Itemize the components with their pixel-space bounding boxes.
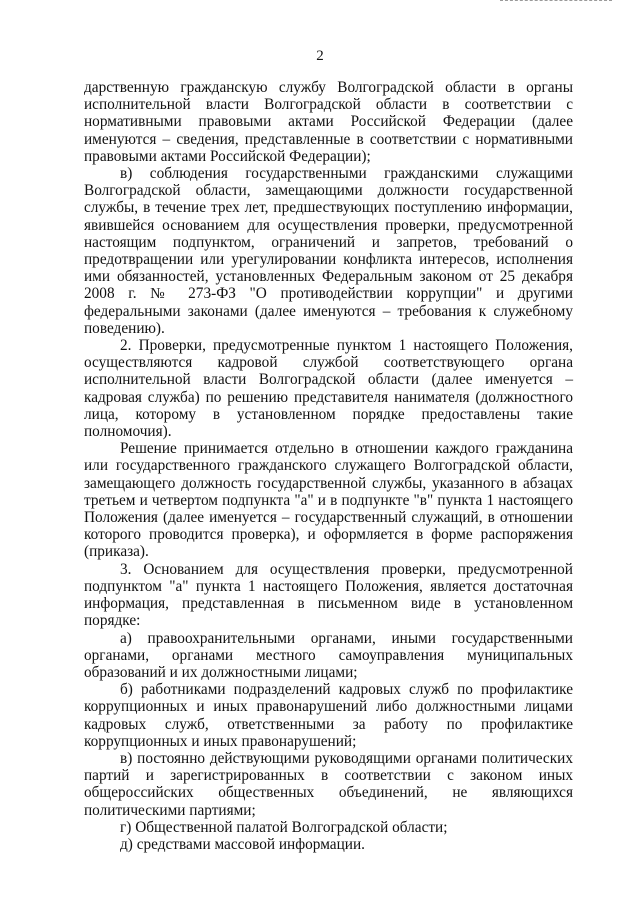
paragraph-point-2: 2. Проверки, предусмотренные пунктом 1 настоящего Положения, осуществляются кадровой службой соответствующего органа исполнительной власти Волгоградской области (далее именуется – кадровая служба) по решению представителя нанимателя (должностного лица, которому в установленном порядке предоставлены такие полномочия).	[84, 337, 573, 441]
list-item-b: б) работниками подразделений кадровых служб по профилактике коррупционных и иных правонарушений либо должностными лицами кадровых служб, ответственными за работу по профилактике коррупционных и иных правонарушений;	[84, 681, 573, 750]
list-item-a: а) правоохранительными органами, иными государственными органами, органами местного самоуправления муниципальных образований и их должностными лицами;	[84, 629, 573, 681]
list-item-g: г) Общественной палатой Волгоградской области;	[120, 818, 448, 836]
list-item-d: д) средствами массовой информации.	[120, 835, 365, 853]
paragraph-point-3: 3. Основанием для осуществления проверки, предусмотренной подпунктом "а" пункта 1 настоящего Положения, является достаточная информация, представленная в письменном виде в установленном порядке:	[84, 560, 573, 630]
list-item-v: в) постоянно действующими руководящими органами политических партий и зарегистрированных в соответствии с законом иных общероссийских общественных объединений, не являющихся политическими партиями;	[84, 749, 573, 819]
paragraph-subpoint-v: в) соблюдения государственными гражданскими служащими Волгоградской области, замещающими должности государственной службы, в течение трех лет, предшествующих поступлению информации, явившейся основанием для осуществления проверки, предусмотренной настоящим подпунктом, ограничений и запретов, требований о предотвращении или урегулировании конфликта интересов, исполнения ими обязанностей, установленных Федеральным законом от 25 декабря 2008 г. № 273-ФЗ "О противодействии коррупции" и другими федеральными законами (далее именуются – требования к служебному поведению).	[84, 165, 573, 337]
paragraph-intro-continuation: дарственную гражданскую службу Волгоградской области в органы исполнительной власти Волгоградской области в соответствии с нормативными правовыми актами Российской Федерации (далее именуются – сведения, представленные в соответствии с нормативными правовыми актами Российской Федерации);	[84, 79, 573, 165]
document-body	[84, 79, 573, 853]
paragraph-decision: Решение принимается отдельно в отношении каждого гражданина или государственного гражданского служащего Волгоградской области, замещающего должность государственной службы, указанного в абзацах третьем и четвертом подпункта "а" и в подпункте "в" пункта 1 настоящего Положения (далее именуется – государственный служащий, в отношении которого проводится проверка), и оформляется в форме распоряжения (приказа).	[84, 440, 573, 561]
top-edge-mark	[500, 0, 612, 2]
page-number: 2	[316, 48, 324, 64]
